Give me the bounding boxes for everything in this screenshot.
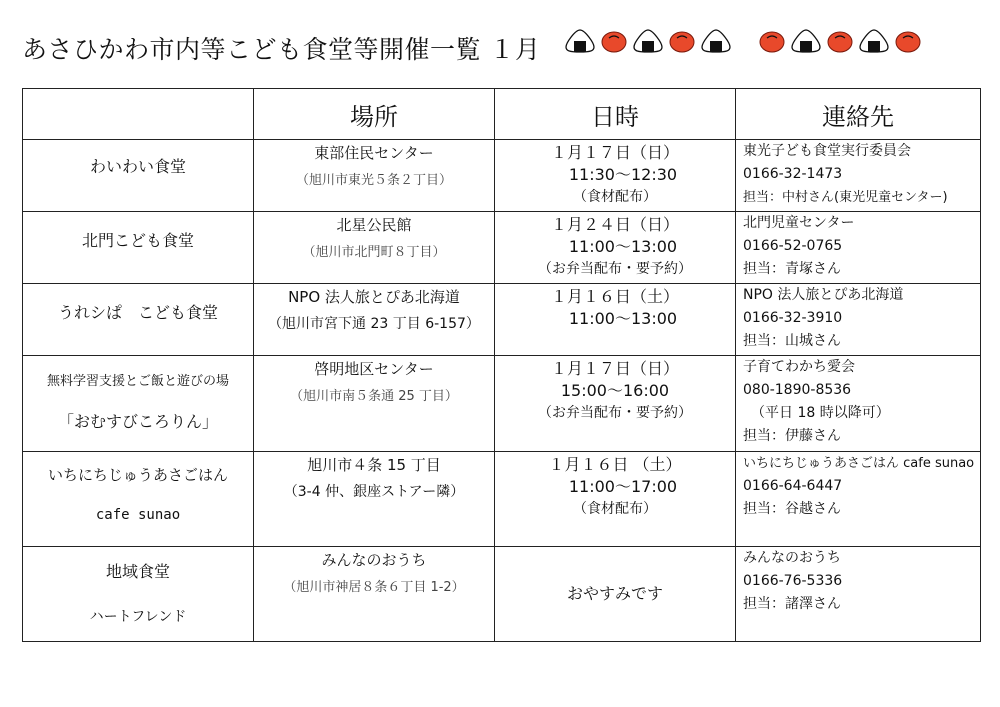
contact-person: 担当：青塚さん: [743, 261, 841, 277]
tomato-icon: [823, 28, 857, 54]
onigiri-icon: [563, 28, 597, 54]
contact-phone: 0166-32-3910: [743, 310, 843, 326]
datetime-cell: [495, 284, 736, 356]
contact-org: 北門児童センター: [743, 215, 855, 231]
cafeteria-subname: 「おむすびころりん」: [57, 412, 218, 431]
datetime-cell: [495, 452, 736, 547]
cafeteria-subname: cafe sunao: [95, 507, 181, 523]
contact-cell: [736, 140, 981, 212]
cafeteria-name: 無料学習支援とご飯と遊びの場: [46, 374, 229, 389]
event-time: 11:30～12:30: [568, 165, 678, 184]
contact-cell: [736, 212, 981, 284]
venue-address: （旭川市神居８条６丁目 1-2）: [283, 580, 465, 595]
contact-person: 担当：諸澤さん: [743, 596, 841, 612]
contact-phone: 0166-52-0765: [743, 238, 843, 254]
event-date: １月１６日（土）: [550, 287, 679, 306]
tomato-icon: [755, 28, 789, 54]
header-datetime: 日時: [495, 89, 736, 140]
event-time: 11:00～13:00: [568, 309, 678, 328]
venue-address: （旭川市北門町８丁目）: [302, 245, 446, 260]
onigiri-icon: [631, 28, 665, 54]
cafeteria-name: 地域食堂: [105, 562, 170, 581]
event-time: 11:00～17:00: [568, 477, 678, 496]
onigiri-icon: [699, 28, 733, 54]
cafeteria-name: わいわい食堂: [89, 157, 186, 176]
place-cell: [254, 284, 495, 356]
contact-org: 子育てわかち愛会: [743, 359, 855, 375]
schedule-table: [22, 88, 981, 642]
venue-name: NPO 法人旅とぴあ北海道: [288, 288, 460, 306]
cafeteria-name-cell: [23, 452, 254, 547]
page-title: あさひかわ市内等こども食堂等開催一覧 １月: [22, 35, 541, 64]
cafeteria-subname: ハートフレンド: [89, 609, 187, 625]
tomato-icon: [665, 28, 699, 54]
cafeteria-name: うれシぱ こども食堂: [57, 303, 218, 322]
event-date: １月１６日 （土）: [548, 455, 682, 474]
contact-phone: 0166-64-6447: [743, 478, 843, 494]
header-place: 場所: [254, 89, 495, 140]
cafeteria-name-cell: [23, 356, 254, 452]
closed-notice: おやすみです: [566, 584, 663, 603]
event-note: （食材配布）: [573, 189, 657, 205]
table-row: [23, 452, 981, 547]
datetime-cell: [495, 212, 736, 284]
datetime-cell: [495, 547, 736, 642]
contact-phone: 0166-76-5336: [743, 573, 843, 589]
table-row: [23, 547, 981, 642]
table-row: [23, 140, 981, 212]
contact-org: みんなのおうち: [743, 550, 841, 566]
tomato-icon: [597, 28, 631, 54]
cafeteria-name-cell: [23, 140, 254, 212]
contact-cell: [736, 547, 981, 642]
venue-address: （3-4 仲、銀座ストアー隣）: [283, 484, 465, 500]
decoration-strip: [563, 28, 925, 54]
onigiri-icon: [789, 28, 823, 54]
table-row: [23, 212, 981, 284]
event-date: １月１７日（日）: [550, 143, 679, 162]
cafeteria-name-cell: [23, 547, 254, 642]
place-cell: [254, 547, 495, 642]
place-cell: [254, 212, 495, 284]
tomato-icon: [891, 28, 925, 54]
place-cell: [254, 356, 495, 452]
datetime-cell: [495, 140, 736, 212]
event-date: １月２４日（日）: [550, 215, 679, 234]
event-date: １月１７日（日）: [550, 359, 679, 378]
table-header-row: [23, 89, 981, 140]
contact-cell: [736, 356, 981, 452]
contact-phone: 0166-32-1473: [743, 166, 843, 182]
contact-phone: 080-1890-8536: [743, 382, 852, 398]
venue-name: 旭川市４条 15 丁目: [307, 456, 441, 474]
table-row: [23, 356, 981, 452]
event-note: （お弁当配布・要予約）: [538, 405, 692, 421]
place-cell: [254, 140, 495, 212]
contact-hours: （平日 18 時以降可）: [751, 405, 890, 421]
event-note: （食材配布）: [573, 501, 657, 517]
contact-person: 担当：伊藤さん: [743, 428, 841, 444]
venue-name: 啓明地区センター: [314, 360, 434, 378]
contact-cell: [736, 284, 981, 356]
contact-cell: [736, 452, 981, 547]
venue-address: （旭川市宮下通 23 丁目 6-157）: [268, 316, 480, 332]
contact-org: NPO 法人旅とぴあ北海道: [743, 287, 904, 303]
header-blank: [23, 89, 254, 140]
venue-name: 東部住民センター: [314, 144, 434, 162]
event-note: （お弁当配布・要予約）: [538, 261, 692, 277]
cafeteria-name-cell: [23, 212, 254, 284]
event-time: 11:00～13:00: [568, 237, 678, 256]
contact-person: 担当：谷越さん: [743, 501, 841, 517]
venue-address: （旭川市南５条通 25 丁目）: [290, 389, 458, 404]
onigiri-icon: [857, 28, 891, 54]
datetime-cell: [495, 356, 736, 452]
venue-name: 北星公民館: [336, 216, 412, 234]
cafeteria-name-cell: [23, 284, 254, 356]
contact-person: 担当：中村さん(東光児童センター): [743, 190, 948, 205]
venue-address: （旭川市東光５条２丁目）: [295, 173, 452, 188]
table-row: [23, 284, 981, 356]
cafeteria-name: いちにちじゅうあさごはん: [47, 466, 228, 484]
contact-person: 担当：山城さん: [743, 333, 841, 349]
contact-org: いちにちじゅうあさごはん cafe sunao: [743, 456, 975, 471]
event-time: 15:00～16:00: [560, 381, 670, 400]
header-contact: 連絡先: [736, 89, 981, 140]
place-cell: [254, 452, 495, 547]
venue-name: みんなのおうち: [321, 551, 427, 569]
cafeteria-name: 北門こども食堂: [81, 231, 194, 250]
contact-org: 東光子ども食堂実行委員会: [743, 143, 911, 159]
